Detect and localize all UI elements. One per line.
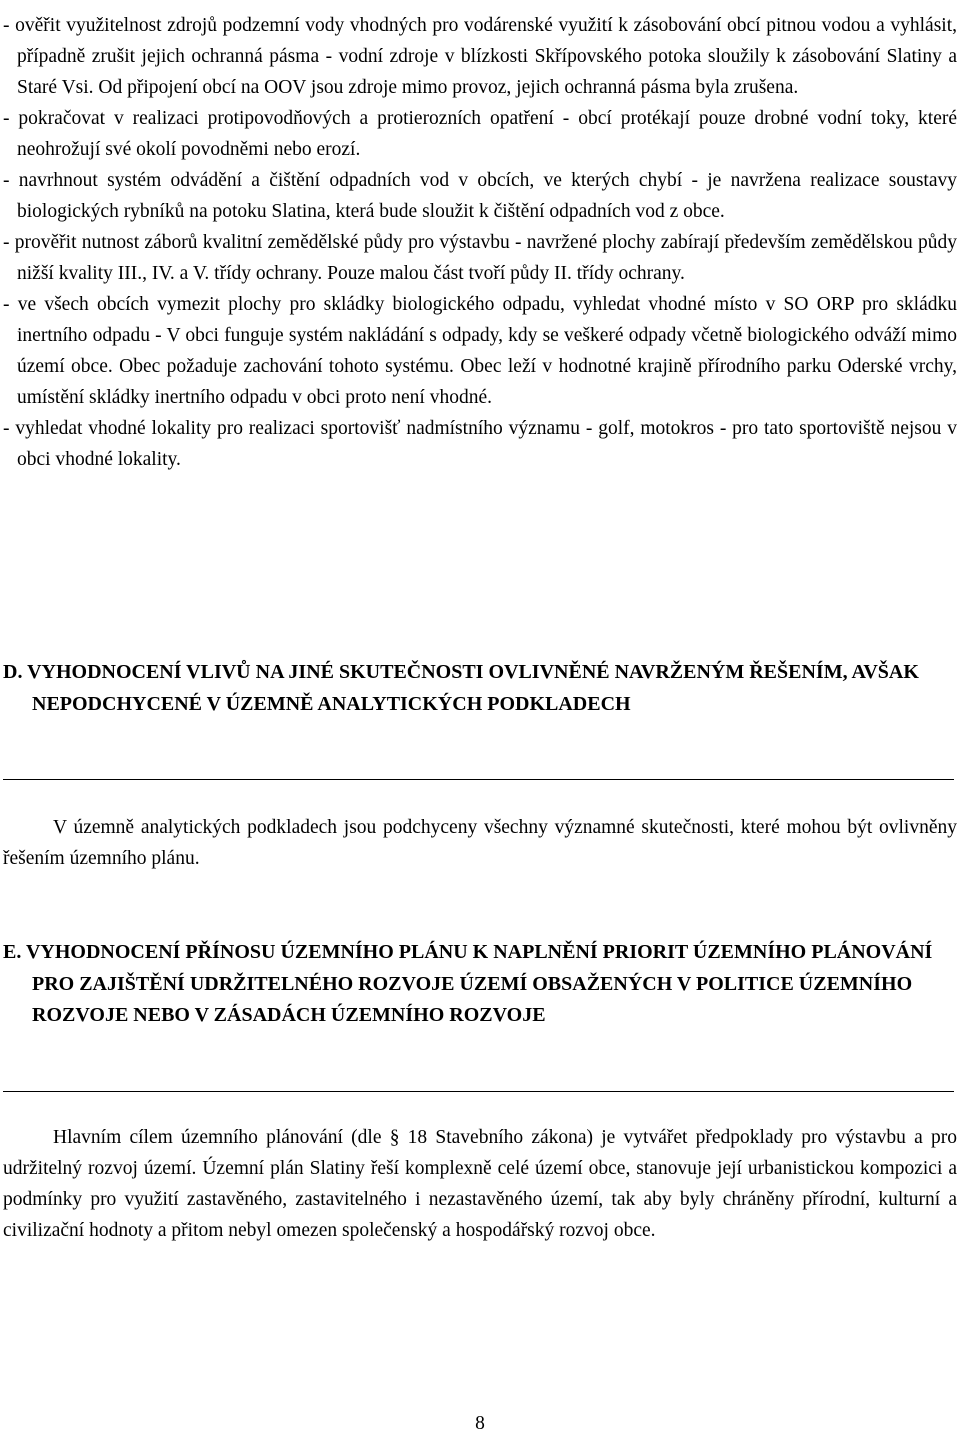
section-d-heading: D. VYHODNOCENÍ VLIVŮ NA JINÉ SKUTEČNOSTI OVLIVNĚNÉ NAVRŽENÝM ŘEŠENÍM, AVŠAK NEPODCHYCENÉ V ÚZEMNĚ ANALYTICKÝCH PODKLADECH <box>3 661 919 715</box>
bullet-item: - pokračovat v realizaci protipovodňových a protierozních opatření - obcí protékají pouze drobné vodní toky, které neohrožují své okolí povodněmi nebo erozí. <box>3 108 957 160</box>
section-e-heading: E. VYHODNOCENÍ PŘÍNOSU ÚZEMNÍHO PLÁNU K NAPLNĚNÍ PRIORIT ÚZEMNÍHO PLÁNOVÁNÍ PRO ZAJIŠTĚNÍ UDRŽITELNÉHO ROZVOJE ÚZEMÍ OBSAŽENÝCH V POLITICE ÚZEMNÍHO ROZVOJE NEBO V ZÁSADÁCH ÚZEMNÍHO ROZVOJE <box>3 941 933 1026</box>
section-e-divider <box>3 1091 954 1092</box>
page-number: 8 <box>475 1413 485 1434</box>
bullet-item: - ověřit využitelnost zdrojů podzemní vody vhodných pro vodárenské využití k zásobování obcí pitnou vodou a vyhlásit, případně zrušit jejich ochranná pásma - vodní zdroje v blízkosti Skřípovského potoka sloužily k zásobování Slatiny a Staré Vsi. Od připojení obcí na OOV jsou zdroje mimo provoz, jejich ochranná pásma byla zrušena. <box>3 15 957 98</box>
section-e-paragraph: Hlavním cílem územního plánování (dle § 18 Stavebního zákona) je vytvářet předpoklady pro výstavbu a pro udržitelný rozvoj území. Územní plán Slatiny řeší komplexně celé území obce, stanovuje její urbanistickou kompozici a podmínky pro využití zastavěného, zastavitelného i nezastavěného území, tak aby byly chráněny přírodní, kulturní a civilizační hodnoty a přitom nebyl omezen společenský a hospodářský rozvoj obce. <box>3 1127 957 1241</box>
bullet-item: - prověřit nutnost záborů kvalitní zemědělské půdy pro výstavbu - navržené plochy zabírají především zemědělskou půdy nižší kvality III., IV. a V. třídy ochrany. Pouze malou část tvoří půdy II. třídy ochrany. <box>3 232 957 284</box>
bullet-item: - vyhledat vhodné lokality pro realizaci sportovišť nadmístního významu - golf, motokros - pro tato sportoviště nejsou v obci vhodné lokality. <box>3 418 957 470</box>
bullet-item: - ve všech obcích vymezit plochy pro skládky biologického odpadu, vyhledat vhodné místo v SO ORP pro skládku inertního odpadu - V obci funguje systém nakládání s odpady, kdy se veškeré odpady včetně biologického odváží mimo území obce. Obec požaduje zachování tohoto systému. Obec leží v hodnotné krajině přírodního parku Oderské vrchy, umístění skládky inertního odpadu v obci proto není vhodné. <box>3 294 957 408</box>
bullet-item: - navrhnout systém odvádění a čištění odpadních vod v obcích, ve kterých chybí - je navržena realizace soustavy biologických rybníků na potoku Slatina, která bude sloužit k čištění odpadních vod z obce. <box>3 170 957 222</box>
bullet-list <box>3 10 957 475</box>
section-d-divider <box>3 779 954 780</box>
section-d-paragraph: V územně analytických podkladech jsou podchyceny všechny významné skutečnosti, které mohou být ovlivněny řešením územního plánu. <box>3 817 957 869</box>
